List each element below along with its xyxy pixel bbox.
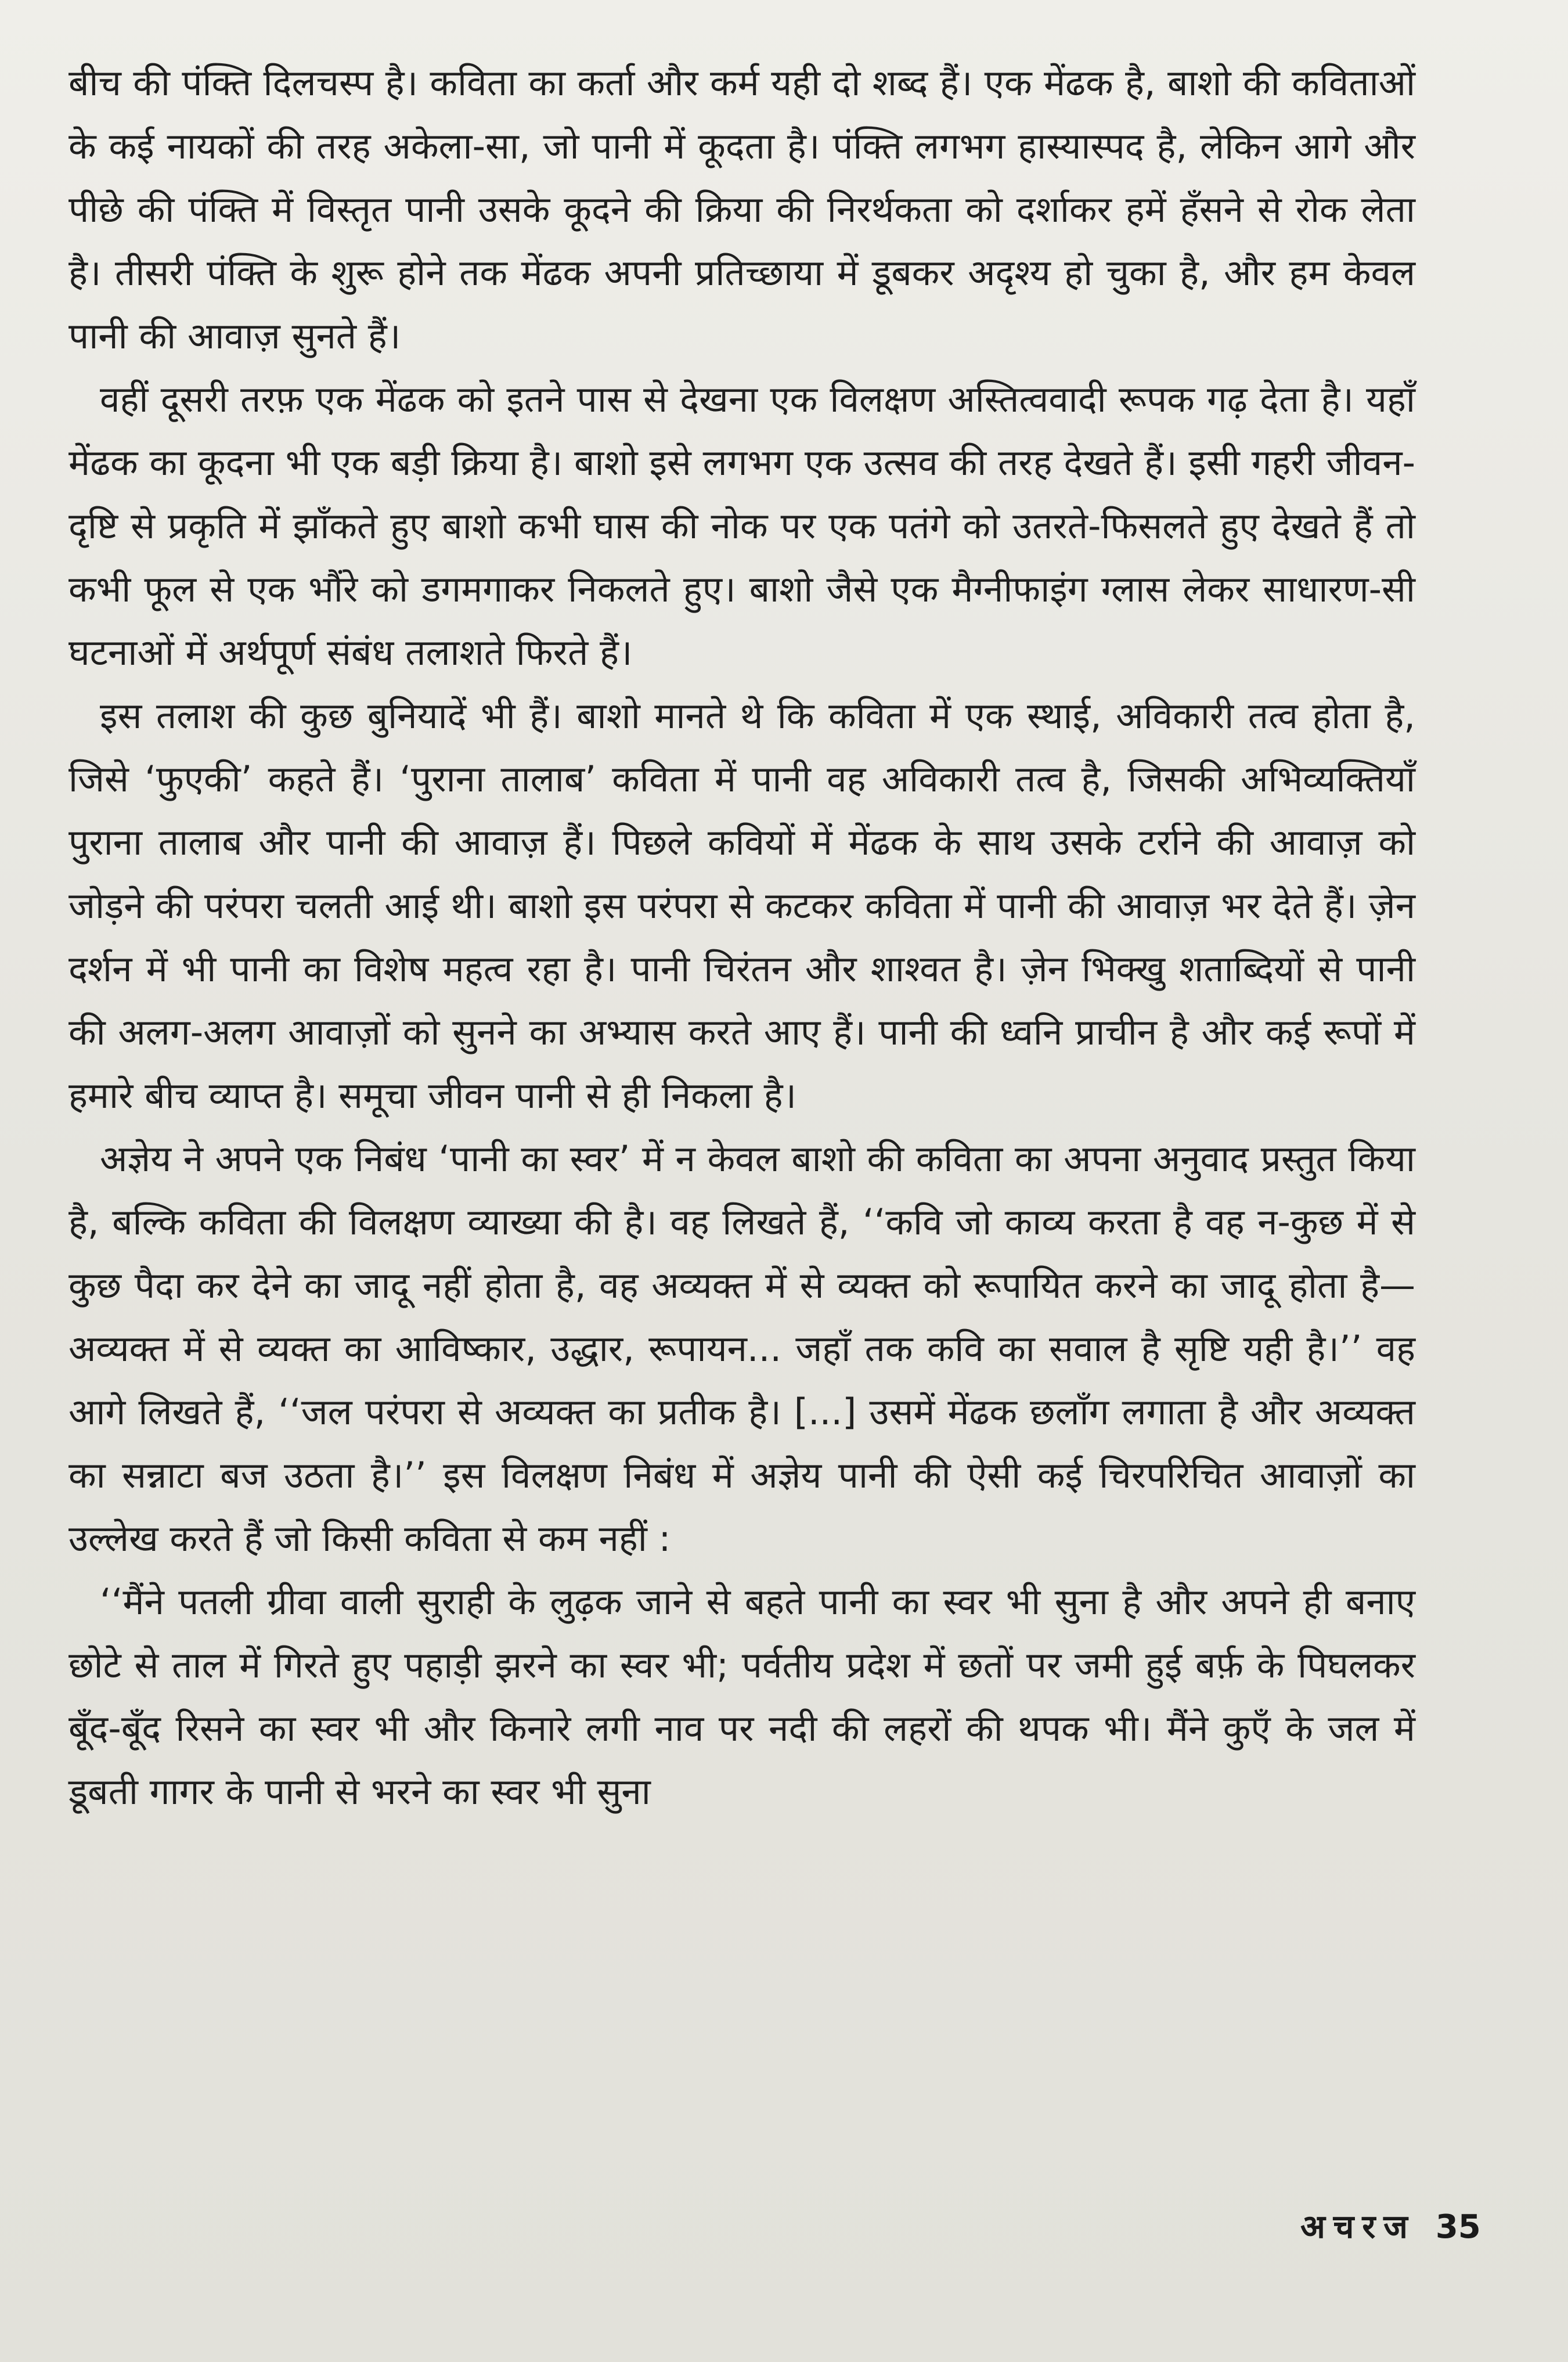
paragraph: वहीं दूसरी तरफ़ एक मेंढक को इतने पास से देखना एक विलक्षण अस्तित्ववादी रूपक गढ़ देता है। यहाँ मेंढक का कूदना भी एक बड़ी क्रिया है। बाशो इसे लगभग एक उत्सव की तरह देखते हैं। इसी गहरी जीवन-दृष्टि से प्रकृति में झाँकते हुए बाशो कभी घास की नोक पर एक पतंगे को उतरते-फिसलते हुए देखते हैं तो कभी फूल से एक भौंरे को डगमगाकर निकलते हुए। बाशो जैसे एक मैग्नीफाइंग ग्लास लेकर साधारण-सी घटनाओं में अर्थपूर्ण संबंध तलाशते फिरते हैं। <box>69 378 1415 674</box>
book-title: अचरज <box>1300 2208 1416 2246</box>
paragraph: अज्ञेय ने अपने एक निबंध ‘पानी का स्वर’ में न केवल बाशो की कविता का अपना अनुवाद प्रस्तुत किया है, बल्कि कविता की विलक्षण व्याख्या की है। वह लिखते हैं, ‘‘कवि जो काव्य करता है वह न-कुछ में से कुछ पैदा कर देने का जादू नहीं होता है, वह अव्यक्त में से व्यक्त को रूपायित करने का जादू होता है—अव्यक्त में से व्यक्त का आविष्कार, उद्धार, रूपायन... जहाँ तक कवि का सवाल है सृष्टि यही है।’’ वह आगे लिखते हैं, ‘‘जल परंपरा से अव्यक्त का प्रतीक है। [...] उसमें मेंढक छलाँग लगाता है और अव्यक्त का सन्नाटा बज उठता है।’’ इस विलक्षण निबंध में अज्ञेय पानी की ऐसी कई चिरपरिचित आवाज़ों का उल्लेख करते हैं जो किसी कविता से कम नहीं : <box>69 1137 1415 1560</box>
page-number: 35 <box>1435 2208 1481 2246</box>
quote-paragraph: ‘‘मैंने पतली ग्रीवा वाली सुराही के लुढ़क जाने से बहते पानी का स्वर भी सुना है और अपने ही बनाए छोटे से ताल में गिरते हुए पहाड़ी झरने का स्वर भी; पर्वतीय प्रदेश में छतों पर जमी हुई बर्फ़ के पिघलकर बूँद-बूँद रिसने का स्वर भी और किनारे लगी नाव पर नदी की लहरों की थपक भी। मैंने कुएँ के जल में डूबती गागर के पानी से भरने का स्वर भी सुना <box>69 1580 1415 1813</box>
page-footer <box>1300 2203 1481 2248</box>
paragraph: बीच की पंक्ति दिलचस्प है। कविता का कर्ता और कर्म यही दो शब्द हैं। एक मेंढक है, बाशो की कविताओं के कई नायकों की तरह अकेला-सा, जो पानी में कूदता है। पंक्ति लगभग हास्यास्पद है, लेकिन आगे और पीछे की पंक्ति में विस्तृत पानी उसके कूदने की क्रिया की निरर्थकता को दर्शाकर हमें हँसने से रोक लेता है। तीसरी पंक्ति के शुरू होने तक मेंढक अपनी प्रतिच्छाया में डूबकर अदृश्य हो चुका है, और हम केवल पानी की आवाज़ सुनते हैं। <box>69 62 1416 357</box>
body-text <box>69 51 1415 1823</box>
paragraph: इस तलाश की कुछ बुनियादें भी हैं। बाशो मानते थे कि कविता में एक स्थाई, अविकारी तत्व होता है, जिसे ‘फुएकी’ कहते हैं। ‘पुराना तालाब’ कविता में पानी वह अविकारी तत्व है, जिसकी अभिव्यक्तियाँ पुराना तालाब और पानी की आवाज़ हैं। पिछले कवियों में मेंढक के साथ उसके टर्राने की आवाज़ को जोड़ने की परंपरा चलती आई थी। बाशो इस परंपरा से कटकर कविता में पानी की आवाज़ भर देते हैं। ज़ेन दर्शन में भी पानी का विशेष महत्व रहा है। पानी चिरंतन और शाश्वत है। ज़ेन भिक्खु शताब्दियों से पानी की अलग-अलग आवाज़ों को सुनने का अभ्यास करते आए हैं। पानी की ध्वनि प्राचीन है और कई रूपों में हमारे बीच व्याप्त है। समूचा जीवन पानी से ही निकला है। <box>69 694 1415 1117</box>
